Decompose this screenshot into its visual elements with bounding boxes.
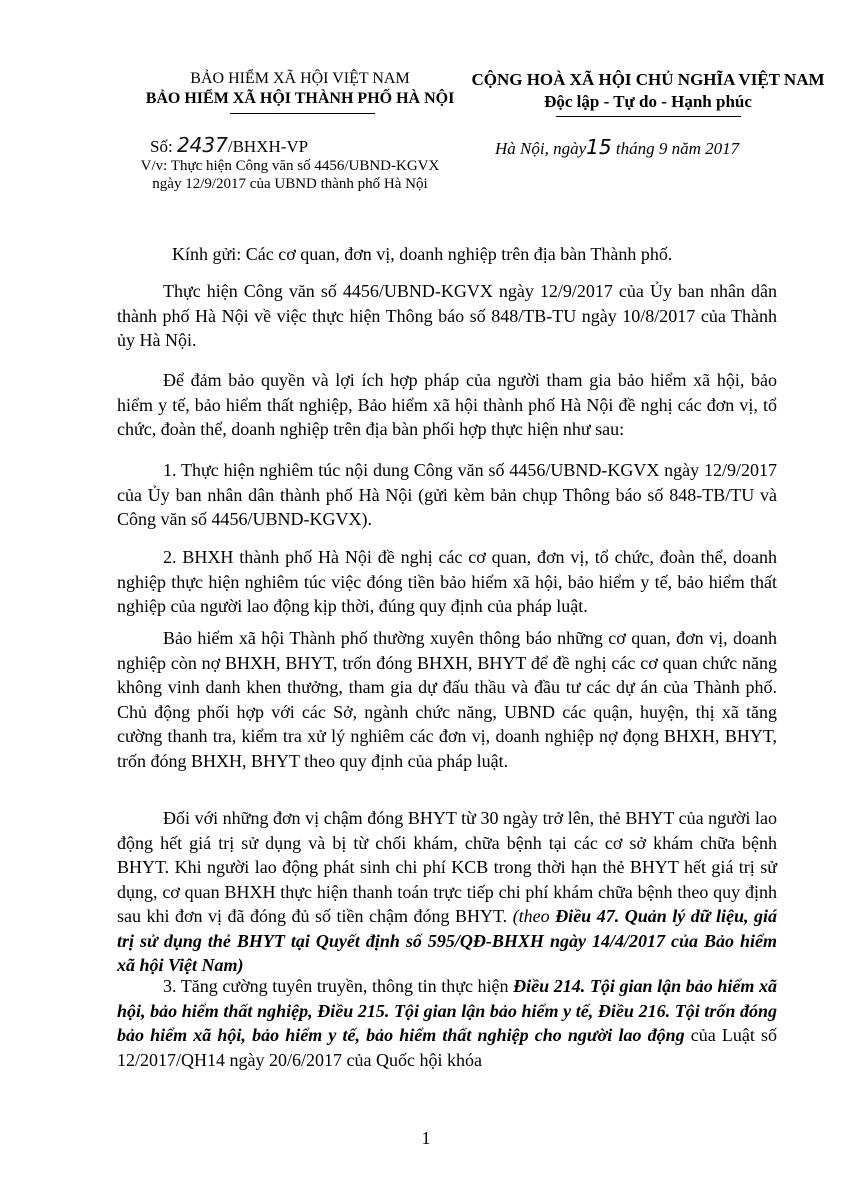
paragraph-2-text: Để đảm bảo quyền và lợi ích hợp pháp của người tham gia bảo hiểm xã hội, bảo hiểm y tế, bảo hiểm thất nghiệp, Bảo hiểm xã hội thành phố Hà Nội đề nghị các đơn vị, tổ chức, đoàn thể, doanh nghiệp trên địa bàn phối hợp thực hiện như sau: xyxy=(117,370,777,439)
paragraph-7-tail: của Luật số 12/2017/QH14 ngày 20/6/2017 của Quốc hội khóa xyxy=(117,1025,777,1070)
date-prefix: Hà Nội, ngày xyxy=(495,139,587,158)
paragraph-2 xyxy=(117,368,777,442)
paragraph-3 xyxy=(117,458,777,532)
document-date xyxy=(495,135,815,159)
paragraph-7-articles: Điều 214. Tội gian lận bảo hiểm xã hội, bảo hiểm thất nghiệp, Điều 215. Tội gian lận bảo hiểm y tế, Điều 216. Tội trốn đóng bảo hiểm xã hội, bảo hiểm y tế, bảo hiểm thất nghiệp cho người lao động xyxy=(117,976,777,1045)
motto-underline xyxy=(556,116,741,117)
org-name: BẢO HIỂM XÃ HỘI THÀNH PHỐ HÀ NỘI xyxy=(145,90,455,107)
date-day-handwritten: 15 xyxy=(586,135,612,159)
country-name: CỘNG HOÀ XÃ HỘI CHỦ NGHĨA VIỆT NAM xyxy=(471,70,825,89)
paragraph-3-text: 1. Thực hiện nghiêm túc nội dung Công văn số 4456/UBND-KGVX ngày 12/9/2017 của Ủy ban nhân dân thành phố Hà Nội (gửi kèm bản chụp Thông báo số 848-TB/TU và Công văn số 4456/UBND-KGVX). xyxy=(117,460,777,529)
subject-line-2: ngày 12/9/2017 của UBND thành phố Hà Nội xyxy=(152,176,428,192)
paragraph-7-text xyxy=(117,974,777,1072)
paragraph-6-citation: Điều 47. Quản lý dữ liệu, giá trị sử dụng thẻ BHYT tại Quyết định số 595/QĐ-BHXH ngày 14/4/2017 của Bảo hiểm xã hội Việt Nam) xyxy=(117,906,778,975)
national-motto: Độc lập - Tự do - Hạnh phúc xyxy=(544,92,752,111)
paragraph-6 xyxy=(117,806,777,978)
recipient-line: Kính gửi: Các cơ quan, đơn vị, doanh nghiệp trên địa bàn Thành phố. xyxy=(172,244,673,264)
subject xyxy=(55,157,525,193)
paragraph-4 xyxy=(117,545,777,619)
doc-number-suffix: /BHXH-VP xyxy=(227,137,309,156)
paragraph-1 xyxy=(117,279,777,353)
paragraph-6-italic-open: (theo xyxy=(512,906,556,926)
org-parent: BẢO HIỂM XÃ HỘI VIỆT NAM xyxy=(190,70,410,87)
paragraph-7 xyxy=(117,974,777,1072)
paragraph-7-lead: 3. Tăng cường tuyên truyền, thông tin thực hiện xyxy=(163,976,514,996)
doc-number-prefix: Số: xyxy=(150,137,173,156)
paragraph-5-text: Bảo hiểm xã hội Thành phố thường xuyên thông báo những cơ quan, đơn vị, doanh nghiệp còn nợ BHXH, BHYT, trốn đóng BHXH, BHYT để đề nghị các cơ quan chức năng không vinh danh khen thưởng, tham gia dự đấu thầu và đầu tư các dự án của Thành phố. Chủ động phối hợp với các Sở, ngành chức năng, UBND các quận, huyện, thị xã tăng cường thanh tra, kiểm tra xử lý nghiêm các đơn vị, doanh nghiệp nợ đọng BHXH, BHYT, trốn đóng BHXH, BHYT theo quy định của pháp luật. xyxy=(117,628,777,771)
paragraph-1-text: Thực hiện Công văn số 4456/UBND-KGVX ngày 12/9/2017 của Ủy ban nhân dân thành phố Hà Nội về việc thực hiện Thông báo số 848/TB-TU ngày 10/8/2017 của Thành ủy Hà Nội. xyxy=(117,281,777,350)
document-number xyxy=(150,133,450,157)
page-number: 1 xyxy=(421,1128,431,1148)
paragraph-4-text: 2. BHXH thành phố Hà Nội đề nghị các cơ quan, đơn vị, tổ chức, đoàn thể, doanh nghiệp thực hiện nghiêm túc việc đóng tiền bảo hiểm xã hội, bảo hiểm y tế, bảo hiểm thất nghiệp của người lao động kịp thời, đúng quy định của pháp luật. xyxy=(117,547,777,616)
paragraph-5 xyxy=(117,626,777,773)
doc-number-handwritten: 2437 xyxy=(176,133,228,157)
date-suffix: tháng 9 năm 2017 xyxy=(615,139,740,158)
subject-line-1: V/v: Thực hiện Công văn số 4456/UBND-KGVX xyxy=(140,158,440,174)
org-underline xyxy=(230,113,375,114)
paragraph-6-text xyxy=(117,806,777,978)
paragraph-6-plain: Đối với những đơn vị chậm đóng BHYT từ 30 ngày trở lên, thẻ BHYT của người lao động hết giá trị sử dụng và bị từ chối khám, chữa bệnh tại các cơ sở khám chữa bệnh BHYT. Khi người lao động phát sinh chi phí KCB trong thời hạn thẻ BHYT hết giá trị sử dụng, cơ quan BHXH thực hiện thanh toán trực tiếp chi phí khám chữa bệnh theo quy định sau khi đơn vị đã đóng đủ số tiền chậm đóng BHYT. xyxy=(117,808,777,926)
